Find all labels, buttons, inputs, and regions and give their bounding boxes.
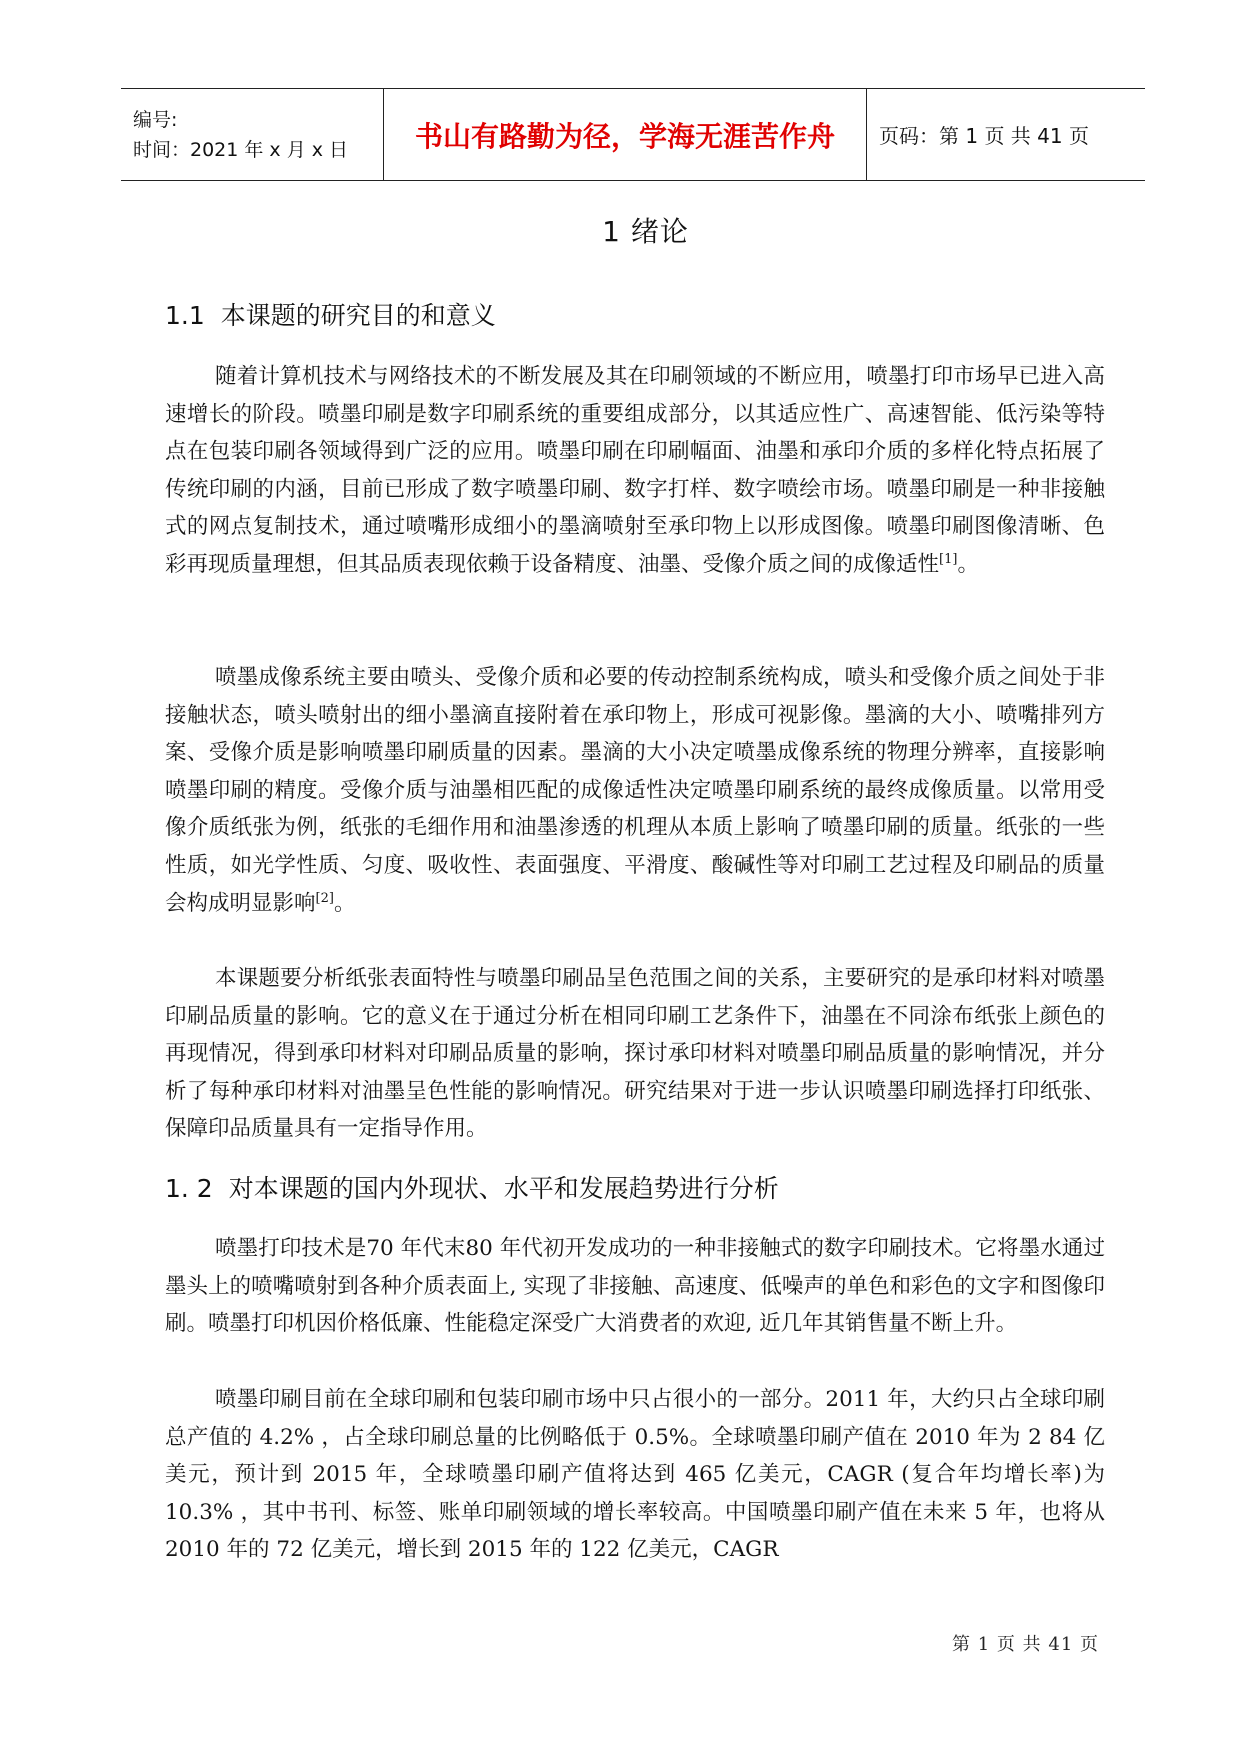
number-label: 编号: [133,108,178,131]
motto-text: 书山有路勤为径，学海无涯苦作舟 [414,119,835,153]
paragraph-text: 喷墨印刷目前在全球印刷和包装印刷市场中只占很小的一部分。2011 年，大约只占全球印刷总产值的 4.2% ，占全球印刷总量的比例略低于 0.5%。全球喷墨印刷产值在 2010 年为 2 84 亿美元，预计到 2015 年，全球喷墨印刷产值将达到 465 亿美元，CAGR (复合年均增长率)为 10.3% ，其中书刊、标签、账单印刷领域的增长率较高。中国喷墨印刷产值在未来 5 年，也将从 2010 年的 72 亿美元，增长到 2015 年的 122 亿美元，CAGR [165,1387,1105,1563]
page-label: 页码：第 1 页 共 41 页 [879,124,1089,148]
document-header [121,88,1145,181]
chapter-title: 1 绪论 [602,215,689,248]
paragraph-tail: 。 [333,890,356,916]
citation-ref: [2] [315,890,334,906]
paragraph [165,659,1105,922]
header-motto-cell [383,89,867,180]
time-label: 时间：2021 年 x 月 x 日 [133,138,349,161]
header-page-cell [867,89,1145,180]
paragraph-text: 随着计算机技术与网络技术的不断发展及其在印刷领域的不断应用，喷墨打印市场早已进入高速增长的阶段。喷墨印刷是数字印刷系统的重要组成部分，以其适应性广、高速智能、低污染等特点在包装印刷各领域得到广泛的应用。喷墨印刷在印刷幅面、油墨和承印介质的多样化特点拓展了传统印刷的内涵，目前已形成了数字喷墨印刷、数字打样、数字喷绘市场。喷墨印刷是一种非接触式的网点复制技术，通过喷嘴形成细小的墨滴喷射至承印物上以形成图像。喷墨印刷图像清晰、色彩再现质量理想，但其品质表现依赖于设备精度、油墨、受像介质之间的成像适性 [165,364,1105,577]
paragraph-text: 喷墨成像系统主要由喷头、受像介质和必要的传动控制系统构成，喷头和受像介质之间处于非接触状态，喷头喷射出的细小墨滴直接附着在承印物上，形成可视影像。墨滴的大小、喷嘴排列方案、受像介质是影响喷墨印刷质量的因素。墨滴的大小决定喷墨成像系统的物理分辨率，直接影响喷墨印刷的精度。受像介质与油墨相匹配的成像适性决定喷墨印刷系统的最终成像质量。以常用受像介质纸张为例，纸张的毛细作用和油墨渗透的机理从本质上影响了喷墨印刷的质量。纸张的一些性质，如光学性质、匀度、吸收性、表面强度、平滑度、酸碱性等对印刷工艺过程及印刷品的质量会构成明显影响 [165,665,1105,916]
paragraph [165,960,1105,1148]
section-number: 1. 2 [165,1174,213,1203]
section-heading-1-2 [165,1169,779,1205]
paragraph-text: 喷墨打印技术是70 年代末80 年代初开发成功的一种非接触式的数字印刷技术。它将墨水通过墨头上的喷嘴喷射到各种介质表面上, 实现了非接触、高速度、低噪声的单色和彩色的文字和图像印刷。喷墨打印机因价格低廉、性能稳定深受广大消费者的欢迎, 近几年其销售量不断上升。 [165,1236,1105,1337]
header-meta-cell [121,89,383,180]
paragraph [165,1381,1105,1569]
paragraph-text: 本课题要分析纸张表面特性与喷墨印刷品呈色范围之间的关系，主要研究的是承印材料对喷墨印刷品质量的影响。它的意义在于通过分析在相同印刷工艺条件下，油墨在不同涂布纸张上颜色的再现情况，得到承印材料对印刷品质量的影响，探讨承印材料对喷墨印刷品质量的影响情况，并分析了每种承印材料对油墨呈色性能的影响情况。研究结果对于进一步认识喷墨印刷选择打印纸张、保障印品质量具有一定指导作用。 [165,966,1105,1142]
page-footer: 第 1 页 共 41 页 [952,1634,1099,1655]
section-title: 本课题的研究目的和意义 [220,301,496,330]
paragraph [165,358,1105,584]
citation-ref: [1] [939,551,958,567]
section-number: 1.1 [165,301,205,330]
section-title: 对本课题的国内外现状、水平和发展趋势进行分析 [228,1174,779,1203]
paragraph [165,1230,1105,1343]
paragraph-tail: 。 [957,551,979,577]
section-heading-1-1 [165,296,496,332]
